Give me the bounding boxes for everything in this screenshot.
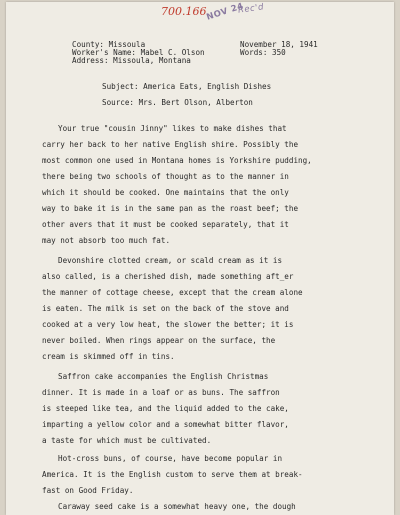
body-line: cooked at a very low heat, the slower the better; it is <box>42 320 294 329</box>
body-line: never boiled. When rings appear on the surface, the <box>42 336 276 345</box>
body-line: Caraway seed cake is a somewhat heavy one, the dough <box>58 502 296 511</box>
body-line: other avers that it must be cooked separately, that it <box>42 220 289 229</box>
body-line: which it should be cooked. One maintains that the only <box>42 188 289 197</box>
body-line: Devonshire clotted cream, or scald cream as it is <box>58 256 283 265</box>
typed-document-page <box>6 2 394 515</box>
received-date-stamp: NOV 24 <box>205 1 246 23</box>
header-word-count: Words: 350 <box>240 48 286 57</box>
body-line: cream is skimmed off in tins. <box>42 352 175 361</box>
header-address: Address: Missoula, Montana <box>72 56 191 65</box>
body-line: way to bake it is in the same pan as the roast beef; the <box>42 204 299 213</box>
body-line: imparting a yellow color and a somewhat bitter flavor, <box>42 420 289 429</box>
header-county: County: Missoula <box>72 40 146 49</box>
header-date: November 18, 1941 <box>240 40 318 49</box>
body-line: there being two schools of thought as to the manner in <box>42 172 289 181</box>
body-line: carry her back to her native English shire. Possibly the <box>42 140 299 149</box>
handwritten-file-number: 700.166 <box>161 5 207 18</box>
body-line: the manner of cottage cheese, except that the cream alone <box>42 288 303 297</box>
body-line: most common one used in Montana homes is Yorkshire pudding, <box>42 156 312 165</box>
body-line: Saffron cake accompanies the English Christmas <box>58 372 269 381</box>
header-workers-name: Worker's Name: Mabel C. Olson <box>72 48 205 57</box>
document-subject: Subject: America Eats, English Dishes <box>102 82 272 91</box>
body-line: is eaten. The milk is set on the back of the stove and <box>42 304 289 313</box>
body-line: is steeped like tea, and the liquid added to the cake, <box>42 404 289 413</box>
received-stamp-suffix: Rec'd <box>237 2 265 16</box>
body-line: dinner. It is made in a loaf or as buns. The saffron <box>42 388 280 397</box>
body-line: Your true "cousin Jinny" likes to make dishes that <box>58 124 287 133</box>
document-source: Source: Mrs. Bert Olson, Alberton <box>102 98 253 107</box>
body-line: fast on Good Friday. <box>42 486 134 495</box>
body-line: America. It is the English custom to serve them at break- <box>42 470 303 479</box>
body-line: Hot-cross buns, of course, have become popular in <box>58 454 283 463</box>
body-line: a taste for which must be cultivated. <box>42 436 212 445</box>
body-line: may not absorb too much fat. <box>42 236 171 245</box>
body-line: also called, is a cherished dish, made something aft_er <box>42 272 294 281</box>
